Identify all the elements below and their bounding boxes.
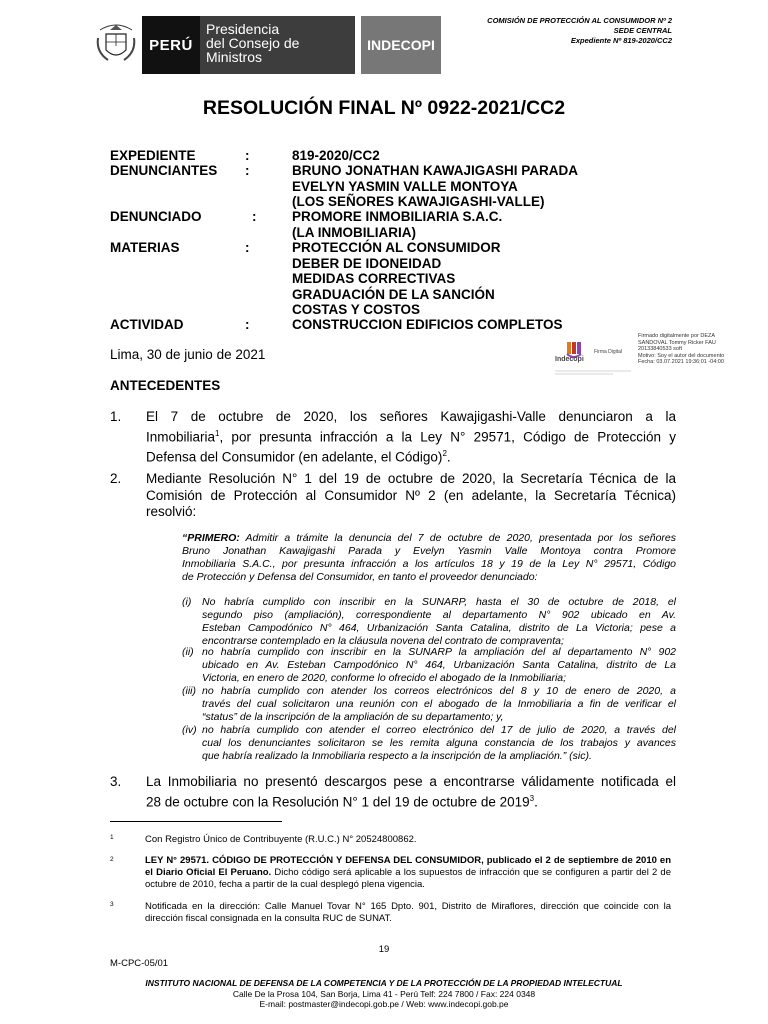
institution-address: Calle De la Prosa 104, San Borja, Lima 41 - Perú Telf: 224 7800 / Fax: 224 0348	[232, 988, 536, 999]
paragraph-3	[146, 774, 676, 811]
pcm-line-1: Presidencia	[206, 21, 280, 37]
pcm-label	[200, 16, 355, 74]
signature-line: Motivo: Soy el autor del documento	[638, 352, 725, 359]
footnote-1: Con Registro Único de Contribuyente (R.U.C.) N° 20524800862.	[145, 834, 417, 845]
quote-line: Bruno Jonathan Kawajigashi Parada y Evelyn Yasmin Valle Montoya contra Promore	[182, 545, 676, 557]
date-line: Lima, 30 de junio de 2021	[110, 347, 266, 362]
denunciantes-label: DENUNCIANTES	[110, 163, 218, 178]
signature-line: 20133840533 soft	[638, 346, 683, 352]
paragraph-line: El 7 de octubre de 2020, los señores Kawajigashi-Valle denunciaron a la	[146, 409, 676, 424]
footnote-3: Notificada en la dirección: Calle Manuel Tovar N° 165 Dpto. 901, Distrito de Miraflores, dirección que coincide con la dirección fiscal consignada en la consulta RUC de SUNAT.	[145, 901, 671, 924]
peru-label: PERÚ	[142, 16, 200, 74]
quote-line: Inmobiliaria S.A.C., por presunta infracción a los artículos 18 y 19 de la Ley N° 29571, Código	[182, 558, 676, 570]
denunciado-alias: (LA INMOBILIARIA)	[292, 224, 416, 240]
item-number: (iv)	[182, 724, 197, 736]
digital-signature-text	[638, 333, 768, 366]
item-number: (iii)	[182, 685, 196, 697]
signature-line: SANDOVAL Tommy Ricker FAU	[638, 339, 716, 346]
institution-contact: E-mail: postmaster@indecopi.gob.pe / Web: www.indecopi.gob.pe	[259, 999, 509, 1009]
header-logo-group	[90, 16, 445, 74]
institution-footer	[0, 978, 768, 1010]
indecopi-label: INDECOPI	[361, 16, 441, 74]
paragraph-number: 2.	[110, 471, 122, 486]
document-code: M-CPC-05/01	[110, 958, 169, 969]
pcm-line-2: del Consejo de Ministros	[206, 35, 300, 65]
commission-name: COMISIÓN DE PROTECCIÓN AL CONSUMIDOR Nº 2	[487, 16, 672, 25]
commission-sede: SEDE CENTRAL	[613, 26, 672, 35]
signature-firma-digital: Firma Digital	[594, 349, 623, 355]
expediente-value: 819-2020/CC2	[292, 148, 380, 163]
paragraph-line: Defensa del Consumidor (en adelante, el Código)$^2$.	[146, 448, 451, 464]
materia-item: GRADUACIÓN DE LA SANCIÓN	[292, 286, 495, 302]
footnote-number: 1	[110, 834, 114, 841]
item-number: (i)	[182, 596, 192, 608]
item-number: (ii)	[182, 646, 194, 658]
footnote-ref: 1	[215, 428, 220, 438]
denunciado-label: DENUNCIADO	[110, 209, 202, 224]
colon: :	[245, 163, 250, 178]
quote-item-ii: no habría cumplido con inscribir en la SUNARP la ampliación del al departamento N° 902 ubicado en Av. Esteban Campodónico N° 464, Urbanización Santa Catalina, distrito de La Victoria, en enero de 2020, conforme lo ofrecido el abogado de la Inmobiliaria;	[202, 646, 676, 684]
digital-signature-logo	[553, 340, 633, 376]
quoted-resolution	[182, 532, 676, 584]
quote-item-iv: no habría cumplido con atender el correo electrónico del 17 de julio de 2020, a través del cual los denunciantes solicitaron se les remita alguna constancia de los trabajos y avances que habría realizado la Inmobiliaria respecto a la inscripción de la ampliación.” (sic).	[202, 724, 676, 762]
paragraph-line: Comisión de Protección al Consumidor Nº 2 (en adelante, la Secretaría Técnica)	[146, 487, 676, 503]
resolution-title: RESOLUCIÓN FINAL Nº 0922-2021/CC2	[202, 97, 566, 119]
denunciantes-alias: (LOS SEÑORES KAWAJIGASHI-VALLE)	[292, 194, 545, 209]
signature-line: Firmado digitalmente por DEZA	[638, 333, 716, 339]
quote-item-iii: no habría cumplido con atender los correos electrónicos del 8 y 10 de enero de 2020, a través del cual solicitaron una reunión con el abogado de la Inmobiliaria a fin de verificar el “status” de la inscripción de la ampliación de su departamento; y,	[202, 685, 676, 723]
section-heading: ANTECEDENTES	[110, 378, 221, 393]
quote-line: de Protección y Defensa del Consumidor, en tanto el proveedor denunciado:	[182, 571, 538, 583]
paragraph-line: Mediante Resolución N° 1 del 19 de octubre de 2020, la Secretaría Técnica de la	[146, 471, 676, 486]
expediente-label: EXPEDIENTE	[110, 148, 196, 163]
paragraph-number: 3.	[110, 774, 122, 789]
signature-line: Fecha: 03.07.2021 19:36:01 -04:00	[638, 359, 724, 365]
paragraph-line: La Inmobiliaria no presentó descargos pese a encontrarse válidamente notificada el	[146, 774, 676, 789]
footnote-number: 2	[110, 856, 114, 863]
peru-coat-of-arms-icon	[90, 16, 142, 74]
materias-label: MATERIAS	[110, 240, 180, 255]
paragraph-number: 1.	[110, 409, 122, 424]
paragraph-1	[146, 409, 676, 466]
commission-expediente: Expediente Nº 819-2020/CC2	[570, 36, 672, 45]
quote-line: “PRIMERO: Admitir a trámite la denuncia del 7 de octubre de 2020, presentada por los señores	[182, 532, 676, 544]
colon: :	[252, 209, 257, 224]
materia-item: MEDIDAS CORRECTIVAS	[292, 271, 456, 286]
paragraph-line: resolvió:	[146, 504, 197, 519]
signature-brand: Indecopi	[555, 356, 584, 363]
footnote-separator	[110, 821, 282, 822]
institution-name: INSTITUTO NACIONAL DE DEFENSA DE LA COMPETENCIA Y DE LA PROTECCIÓN DE LA PROPIEDAD INTELECTUAL	[145, 978, 623, 988]
denunciante-1: BRUNO JONATHAN KAWAJIGASHI PARADA	[292, 163, 579, 178]
paragraph-line: Inmobiliaria$^1$, por presunta infracción a la Ley N° 29571, Código de Protección y	[146, 428, 676, 444]
actividad-value: CONSTRUCCION EDIFICIOS COMPLETOS	[292, 317, 563, 332]
materia-item: PROTECCIÓN AL CONSUMIDOR	[292, 240, 501, 255]
denunciante-2: EVELYN YASMIN VALLE MONTOYA	[292, 178, 518, 194]
quote-item-i: No habría cumplido con inscribir en la SUNARP, hasta el 30 de octubre de 2018, el segundo piso (ampliación), correspondiente al departamento N° 902 ubicado en Av. Esteban Campodónico N° 464, Urbanización Santa Catalina, distrito de La Victoria; pese a encontrarse contemplado en la cláusula novena del contrato de compraventa;	[202, 596, 676, 647]
colon: :	[245, 317, 250, 332]
footnote-ref: 2	[442, 448, 447, 458]
materia-item: COSTAS Y COSTOS	[292, 302, 421, 317]
footnote-ref: 3	[529, 793, 535, 803]
paragraph-2	[146, 471, 676, 521]
materia-item: DEBER DE IDONEIDAD	[292, 255, 442, 271]
commission-header	[487, 16, 672, 46]
footnote-2: LEY N° 29571. CÓDIGO DE PROTECCIÓN Y DEFENSA DEL CONSUMIDOR, publicado el 2 de septiembre de 2010 en el Diario Oficial El Peruano. Dicho código será aplicable a los supuestos de infracción que se configuren a partir del 2 de octubre de 2010, fecha a partir de la cual desplegó plena vigencia.	[145, 855, 671, 890]
footnote-number: 3	[110, 901, 114, 908]
paragraph-line: 28 de octubre con la Resolución N° 1 del 19 de octubre de 2019$^3$.	[146, 793, 538, 809]
colon: :	[245, 240, 250, 255]
actividad-label: ACTIVIDAD	[110, 317, 184, 332]
denunciado-name: PROMORE INMOBILIARIA S.A.C.	[292, 209, 503, 224]
page-number: 19	[378, 944, 390, 955]
colon: :	[245, 148, 250, 163]
